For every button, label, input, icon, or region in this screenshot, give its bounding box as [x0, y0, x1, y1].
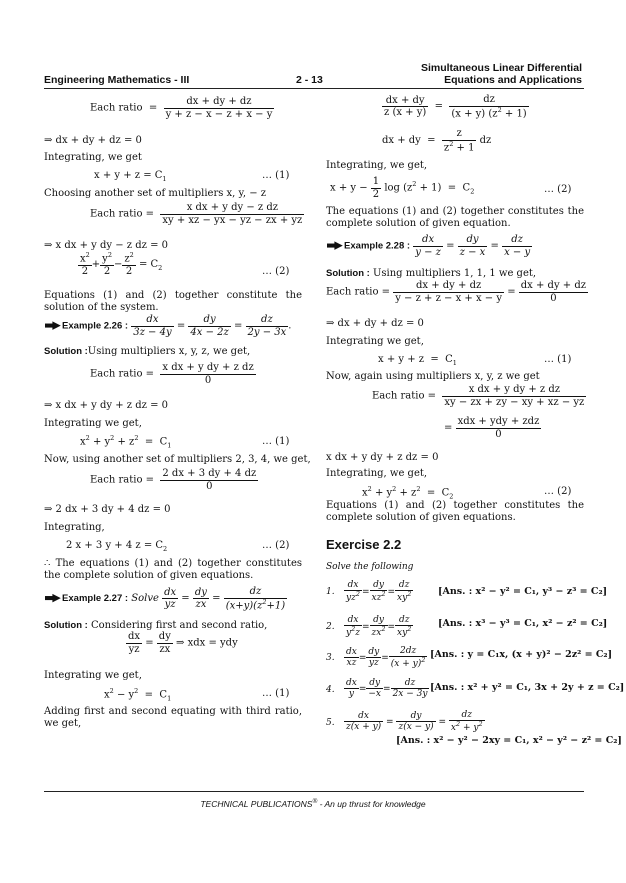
equation-sum-squares-2: $x^2 + y^2 + z^2 = C_2$	[362, 485, 454, 501]
publisher-tagline: - An up thrust for knowledge	[317, 798, 426, 809]
ratio-xdx-ydy: $\frac{dx}{yz}$ = $\frac{dy}{zx}$ ⇒ xdx = ydy	[128, 631, 238, 655]
ratio-fraction-1: $\frac{dx + dy + dz}{y + z - x - z + x - y}$	[165, 96, 273, 120]
ratio-dxdy: $\frac{dx + dy}{z (x + y)}$ = $\frac{dz}{(x + y) (z^2 + 1)}$	[384, 94, 527, 119]
eq-tag-4: … (2)	[262, 540, 290, 551]
footer	[0, 798, 626, 809]
solution-2-28: Solution : Using multipliers 1, 1, 1 we get,	[326, 268, 537, 279]
exercise-item-2-eq: $\frac{dx}{y^2z}$ = $\frac{dy}{zx^2}$ = $\frac{dz}{xy^2}$	[346, 615, 412, 639]
equation-dxdy: dx + dy = $\frac{z}{z^2 + 1}$ dz	[382, 128, 492, 153]
example-2-26: ▬▶ Example 2.26 : $\frac{dx}{3z - 4y}$ = $\frac{dy}{4x - 2z}$ = $\frac{dz}{2y - 3x}$ .	[44, 314, 292, 338]
solution-2-27: Solution : Considering first and second ratio,	[44, 620, 268, 631]
solution-2-26: Solution :Using multipliers x, y, z, we get,	[44, 346, 251, 357]
right-column	[326, 90, 625, 770]
exercise-item-4-answer: [Ans. : x² + y² = C₁, 3x + 2y + z = C₂]	[430, 682, 625, 693]
registered-mark: ®	[312, 798, 318, 805]
exercise-item-2-answer: [Ans. : x³ − y³ = C₁, x² − z² = C₂]	[438, 618, 608, 629]
ratio-line-6b: = $\frac{\text{xdx + ydy + zdz}}{0}$	[444, 416, 540, 440]
page-number: 2 - 13	[296, 74, 323, 86]
eq-tag-8: … (2)	[544, 486, 572, 497]
exercise-item-5-answer: [Ans. : x² − y² − 2xy = C₁, x² − y² − z² = C₂]	[396, 735, 622, 746]
exercise-item-5-no: 5.	[326, 718, 335, 728]
exercise-item-3-eq: $\frac{dx}{xz}$ = $\frac{dy}{yz}$ = $\frac{2dz}{(x + y)^2}$	[346, 646, 426, 670]
conclusion-4: Equations (1) and (2) together constitutes the complete solution of given equations.	[326, 500, 584, 523]
integrating-2: Integrating we get,	[44, 418, 142, 429]
integrating-1: Integrating, we get	[44, 152, 142, 163]
example-arrow-icon: ▬▶	[326, 238, 341, 252]
eq-tag-7: … (1)	[544, 354, 572, 365]
example-arrow-icon: ▬▶	[44, 318, 59, 332]
choosing-multipliers: Choosing another set of multipliers x, y, − z	[44, 188, 267, 199]
eq-tag-5: … (1)	[262, 688, 290, 699]
exercise-item-4-eq: $\frac{dx}{y}$ = $\frac{dy}{-x}$ = $\frac{dz}{2x - 3y}$	[346, 678, 428, 700]
exercise-item-5-eq: $\frac{dx}{z(x + y)}$ = $\frac{dy}{z(x - y)}$ = $\frac{dz}{x^2 + y^2}$	[346, 710, 483, 734]
implication-2: ⇒ x dx + y dy − z dz = 0	[44, 240, 168, 251]
again-multipliers: Now, again using multipliers x, y, z we get	[326, 371, 540, 382]
ratio-line-5: Each ratio = $\frac{dx + dy + dz}{y - z + z - x + x - y}$ = $\frac{dx + dy + dz}{0}$	[326, 280, 586, 304]
adding-ratios: Adding first and second equating with third ratio, we get,	[44, 706, 302, 729]
conclusion-2: ∴ The equations (1) and (2) together constitutes the complete solution of given equations.	[44, 558, 302, 581]
ratio-line-3: Each ratio = $\frac{\text{x dx + y dy + z dz}}{0}$	[90, 362, 254, 386]
equation-x2-y2: $x^2 - y^2 = C_1$	[104, 687, 172, 703]
equation-xyz: $x + y + z = C_1$	[94, 170, 167, 183]
using-234: Now, using another set of multipliers 2, 3, 4, we get,	[44, 454, 311, 465]
eq-tag-3: … (1)	[262, 436, 290, 447]
exercise-title: Exercise 2.2	[326, 537, 402, 552]
publisher-name: TECHNICAL PUBLICATIONS	[200, 798, 313, 809]
header-rule	[44, 88, 584, 89]
implication-5: ⇒ dx + dy + dz = 0	[326, 318, 424, 329]
eq-tag-6: … (2)	[544, 184, 572, 195]
exercise-item-1-answer: [Ans. : x² − y² = C₁, y³ − z³ = C₂]	[438, 586, 608, 597]
equation-log: x + y − $\frac{1}{2}$ $\log (z^2 + 1) = C_2$	[330, 176, 475, 200]
implication-3: ⇒ x dx + y dy + z dz = 0	[44, 400, 168, 411]
chapter-title-line2: Equations and Applications	[444, 74, 582, 86]
equation-xyz-2: $x + y + z = C_1$	[378, 354, 457, 367]
integrating-6: Integrating we get,	[326, 336, 424, 347]
chapter-title-line1: Simultaneous Linear Differential	[420, 62, 582, 74]
ratio-line-4: Each ratio = $\frac{2 dx + 3 dy + 4 dz}{0}$	[90, 468, 257, 492]
footer-rule	[44, 791, 584, 792]
example-2-27: ▬▶ Example 2.27 : Solve $\frac{dx}{yz}$ = $\frac{dy}{zx}$ = $\frac{dz}{(x+y)(z^2+1)}$	[44, 586, 286, 611]
equation-234: 2 x + 3 y + 4 $z = C_2$	[66, 540, 168, 553]
equation-sum-squares: $x^2 + y^2 + z^2 = C_1$	[80, 434, 172, 450]
integrating-5: Integrating, we get,	[326, 160, 428, 171]
example-arrow-icon: ▬▶	[44, 591, 59, 605]
conclusion-3: The equations (1) and (2) together constitutes the complete solution of given equation.	[326, 206, 584, 229]
eq-tag-1: … (1)	[262, 170, 290, 181]
exercise-item-4-no: 4.	[326, 685, 335, 695]
eq-tag-2: … (2)	[262, 266, 290, 277]
each-ratio-label: Each ratio	[90, 102, 143, 114]
solve-following: Solve the following	[326, 562, 414, 572]
conclusion-1: Equations (1) and (2) together constitute the solution of the system.	[44, 290, 302, 313]
integrating-4: Integrating we get,	[44, 670, 142, 681]
implication-4: ⇒ 2 dx + 3 dy + 4 dz = 0	[44, 504, 171, 515]
integrating-7: Integrating, we get,	[326, 468, 428, 479]
exercise-item-2-no: 2.	[326, 622, 335, 632]
ratio-line-1: Each ratio = $\frac{dx + dy + dz}{y + z - x - z + x - y}$	[90, 96, 273, 120]
example-2-28: ▬▶ Example 2.28 : $\frac{dx}{y - z}$ = $\frac{dy}{z - x}$ = $\frac{dz}{x - y}$	[326, 234, 531, 258]
exercise-item-3-answer: [Ans. : y = C₁x, (x + y)² − 2z² = C₂]	[430, 649, 613, 660]
implication-1: ⇒ dx + dy + dz = 0	[44, 135, 142, 146]
exercise-item-3-no: 3.	[326, 653, 335, 663]
ratio-fraction-2: $\frac{\text{x dx + y dy − z dz}}{xy + xz - yx - yz - zx + yz}$	[162, 202, 303, 226]
integrating-3: Integrating,	[44, 522, 105, 533]
ratio-line-2: Each ratio = $\frac{\text{x dx + y dy − z dz}}{xy + xz - yx - yz - zx + yz}$	[90, 202, 303, 226]
ratio-line-6: Each ratio = $\frac{\text{x dx + y dy + z dz}}{xy - zx + zy - xy + xz - yz}$	[372, 384, 585, 408]
book-title: Engineering Mathematics - III	[44, 74, 190, 86]
exercise-item-1-eq: $\frac{dx}{yz^2}$ = $\frac{dy}{xz^2}$ = $\frac{dz}{xy^2}$	[346, 580, 412, 604]
left-column	[44, 90, 311, 740]
exercise-item-1-no: 1.	[326, 587, 335, 597]
implication-6: x dx + y dy + z dz = 0	[326, 452, 439, 463]
equation-squares-half: $\frac{x^2}{2}$ + $\frac{y^2}{2}$ − $\frac{z^2}{2}$ = $C_2$	[80, 251, 163, 277]
